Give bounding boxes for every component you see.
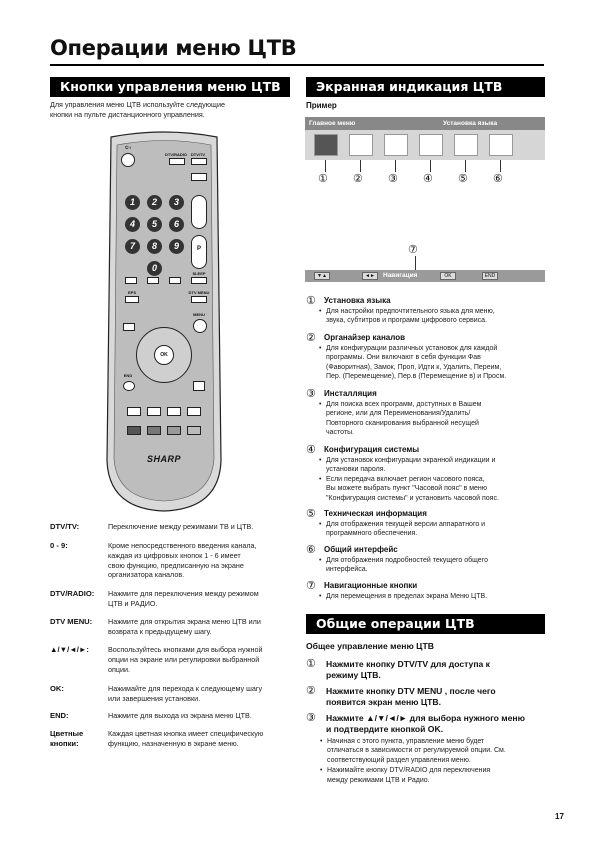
definition-key: DTV/RADIO:	[50, 589, 95, 598]
item-number: ⑥	[306, 544, 316, 556]
definition-line: возврата к предыдущему шагу.	[108, 626, 212, 636]
bullet-line: • Если передача включает регион часового пояса,	[326, 475, 542, 484]
definition-line: Воспользуйтесь кнопками для выбора нужной	[108, 645, 263, 654]
red-button[interactable]	[127, 426, 141, 435]
osd-navigation-bar	[305, 270, 545, 282]
intro-line: Для управления меню ЦТВ используйте следующие	[50, 100, 225, 109]
definition-key: DTV/TV:	[50, 522, 80, 531]
general-subtitle: Общее управление меню ЦТВ	[306, 641, 434, 651]
item-bullet	[326, 344, 542, 382]
bullet-line: "Конфигурация системы" и установить часовой пояс.	[326, 494, 499, 502]
number-button[interactable]: 1	[125, 195, 140, 210]
definition-key: END:	[50, 711, 69, 720]
bullet-line: программного обеспечения.	[326, 530, 418, 538]
page-title: Операции меню ЦТВ	[50, 36, 297, 60]
step-text	[326, 713, 546, 735]
bullet-line: • Для настройки предпочтительного языка для меню,	[326, 307, 542, 316]
item-number: ③	[306, 388, 316, 400]
definition-key: 0 - 9:	[50, 541, 68, 550]
section-bar-buttons: Кнопки управления меню ЦТВ	[50, 77, 290, 97]
bullet-line: • Для конфигурации различных установок для каждой	[326, 344, 542, 353]
color-button[interactable]	[127, 407, 141, 416]
bullet-line: Пер. (Перемещение), Пер.в (Перемещение в) и Просм.	[326, 373, 507, 381]
number-button[interactable]: 9	[169, 239, 184, 254]
osd-num: ②	[353, 173, 363, 185]
number-button[interactable]: 6	[169, 217, 184, 232]
subtitle-button[interactable]	[193, 381, 205, 391]
definition-value	[108, 645, 288, 674]
dtv-tv-button[interactable]	[191, 158, 207, 165]
volume-rocker[interactable]	[191, 195, 207, 229]
nav-updown-icon: ▼▲	[314, 272, 330, 280]
definition-line: опции на экране или регулировки выбранной	[108, 654, 260, 664]
step-line: Нажмите кнопку DTV MENU , после чего	[326, 686, 496, 696]
definition-value	[108, 541, 288, 580]
definition-value	[108, 684, 288, 704]
step-line: и подтвердите кнопкой OK.	[326, 724, 444, 734]
av-button[interactable]	[147, 277, 159, 284]
definition-line: организатора каналов.	[108, 570, 185, 580]
dtv-menu-label: DTV MENU	[188, 290, 210, 295]
item-number: ①	[306, 295, 316, 307]
brand-logo: SHARP	[146, 454, 181, 464]
title-rule	[50, 64, 544, 66]
tech-info-icon	[454, 134, 478, 156]
nav-ok-icon: OK	[440, 272, 456, 280]
bullet-line: установки пароля.	[326, 466, 386, 474]
definition-line: Нажмите для открытия экрана меню ЦТВ или	[108, 617, 261, 626]
common-interface-icon	[489, 134, 513, 156]
definition-value	[108, 711, 288, 721]
step-line: Нажмите кнопку DTV/TV для доступа к	[326, 659, 490, 669]
bullet-line: Вы можете выбрать пункт "Часовой пояс" в меню	[326, 485, 488, 493]
item-title: Общий интерфейс	[324, 545, 398, 554]
mute-button[interactable]	[191, 173, 207, 181]
sleep-label: SLEEP	[192, 271, 206, 276]
definition-key: DTV MENU:	[50, 617, 93, 626]
item-title: Установка языка	[324, 296, 391, 305]
number-button[interactable]: 3	[169, 195, 184, 210]
info-button[interactable]	[123, 323, 135, 331]
step-text	[326, 659, 546, 681]
bullet-line: звука, субтитров и программ цифрового сервиса.	[326, 317, 487, 325]
dtv-radio-label: DTV/RADIO	[165, 152, 187, 157]
osd-num: ⑦	[408, 244, 418, 256]
section-bar-general: Общие операции ЦТВ	[306, 614, 545, 634]
end-label: END	[123, 373, 133, 378]
item-title: Инсталляция	[324, 389, 377, 398]
definition-line: Кроме непосредственного введения канала,	[108, 541, 257, 550]
intro-text	[50, 100, 290, 119]
definition-line: Нажимайте для перехода к следующему шагу	[108, 684, 263, 693]
end-button[interactable]	[123, 381, 135, 391]
number-button[interactable]: 4	[125, 217, 140, 232]
nav-end-icon: END	[482, 272, 498, 280]
item-title: Техническая информация	[324, 509, 427, 518]
definition-value	[108, 522, 288, 532]
bullet-line: • Для установок конфигурации экранной индикации и	[326, 456, 542, 465]
eps-button[interactable]	[125, 296, 139, 303]
step-number: ③	[306, 712, 316, 724]
nav-label: Навигация	[383, 272, 418, 279]
bullet-line: • Для отображения подробностей текущего общего	[326, 556, 542, 565]
number-button[interactable]: 7	[125, 239, 140, 254]
item-bullet	[326, 556, 542, 575]
definition-key: Цветные кнопки:	[50, 729, 84, 748]
bullet-line: отличаться в зависимости от регулируемой опции. См.	[327, 747, 506, 755]
osd-num: ⑥	[493, 173, 503, 185]
definition-line: ЦТВ и РАДИО.	[108, 598, 158, 608]
definition-value	[108, 589, 288, 609]
i-ii-button[interactable]	[169, 277, 181, 284]
system-config-icon	[419, 134, 443, 156]
definition-line: Нажмите для переключения между режимом	[108, 589, 259, 598]
definition-line: Переключение между режимами ТВ и ЦТВ.	[108, 522, 254, 531]
program-label: P	[196, 246, 201, 252]
definition-line: Нажмите для выхода из экрана меню ЦТВ.	[108, 711, 252, 720]
definition-value	[108, 729, 288, 749]
number-button[interactable]: 5	[147, 217, 162, 232]
installation-icon	[384, 134, 408, 156]
item-bullet	[326, 592, 542, 601]
bullet-line: программы. Они включают в себя функции Фав	[326, 354, 481, 362]
osd-num: ④	[423, 173, 433, 185]
item-title: Конфигурация системы	[324, 445, 420, 454]
example-label: Пример	[306, 101, 337, 110]
item-bullet	[326, 456, 542, 475]
osd-header	[305, 117, 545, 130]
page-number: 17	[555, 812, 564, 821]
step-number: ②	[306, 685, 316, 697]
step-bullet	[327, 737, 543, 765]
color-button[interactable]	[187, 407, 201, 416]
teletext-button[interactable]	[125, 277, 137, 284]
color-button[interactable]	[167, 407, 181, 416]
dtv-tv-label: DTV/TV	[190, 152, 206, 157]
eps-label: EPS	[127, 290, 136, 295]
bullet-line: частоты.	[326, 429, 355, 437]
dtv-menu-button[interactable]	[191, 296, 207, 303]
osd-num: ⑤	[458, 173, 468, 185]
bullet-line: • Для поиска всех программ, доступных в Вашем	[326, 400, 542, 409]
power-button[interactable]	[121, 153, 135, 167]
step-number: ①	[306, 658, 316, 670]
color-button[interactable]	[147, 407, 161, 416]
definition-key: OK:	[50, 684, 64, 693]
step-line: режиму ЦТВ.	[326, 670, 381, 680]
definition-key: ▲/▼/◄/►:	[50, 645, 89, 654]
green-button[interactable]	[147, 426, 161, 435]
item-title: Органайзер каналов	[324, 333, 406, 342]
item-bullet	[326, 520, 542, 539]
osd-selected-label: Установка языка	[443, 120, 498, 127]
bullet-line: (Фаворитная), Замок, Проп, Идти к, Удалить, Переим,	[326, 363, 502, 371]
blue-button[interactable]	[187, 426, 201, 435]
definition-line: опции.	[108, 664, 131, 674]
bullet-line: интерфейса.	[326, 566, 368, 574]
dtv-radio-button[interactable]	[169, 158, 185, 165]
osd-num: ①	[318, 173, 328, 185]
definition-line: функцию, назначенную в экране меню.	[108, 738, 239, 748]
step-line: Нажмите ▲/▼/◄/► для выбора нужного меню	[326, 713, 525, 723]
language-icon	[314, 134, 338, 156]
menu-label: MENU	[193, 312, 205, 317]
definition-line: каждая из цифровых кнопок 1 - 6 имеет	[108, 550, 241, 560]
item-bullet	[326, 307, 542, 326]
bullet-line: между режимами ЦТВ и Радио.	[327, 776, 430, 784]
intro-line: кнопки на пульте дистанционного управления.	[50, 109, 205, 119]
item-number: ②	[306, 332, 316, 344]
power-label: ⏻ I	[125, 145, 131, 150]
item-number: ⑤	[306, 508, 316, 520]
bullet-line: Повторного сканирования выбранной несущей	[326, 419, 479, 427]
step-bullet	[327, 766, 543, 785]
bullet-line: • Нажимайте кнопку DTV/RADIO для переключения	[327, 766, 543, 775]
ok-label: OK	[160, 352, 168, 358]
bullet-line: • Для перемещения в пределах экрана Меню ЦТВ.	[326, 592, 542, 601]
section-bar-osd: Экранная индикация ЦТВ	[306, 77, 545, 97]
item-title: Навигационные кнопки	[324, 581, 418, 590]
item-number: ⑦	[306, 580, 316, 592]
osd-num: ③	[388, 173, 398, 185]
bullet-line: соответствующий раздел управления меню.	[327, 756, 471, 764]
step-line: появится экран меню ЦТВ.	[326, 697, 442, 707]
osd-main-menu-label: Главное меню	[309, 120, 356, 127]
channel-organizer-icon	[349, 134, 373, 156]
nav-leftright-icon: ◄►	[362, 272, 378, 280]
number-button[interactable]: 8	[147, 239, 162, 254]
item-bullet	[326, 475, 542, 503]
sleep-button[interactable]	[191, 277, 207, 284]
bullet-line: • Для отображения текущей версии аппаратного и	[326, 520, 542, 529]
bullet-line: регионе, или для Переименования/Удалить/	[326, 410, 471, 418]
menu-button[interactable]	[193, 319, 207, 333]
definition-line: или завершения установки.	[108, 693, 201, 703]
item-bullet	[326, 400, 542, 438]
bullet-line: • Начиная с этого пункта, управление меню будет	[327, 737, 543, 746]
remote-buttons	[103, 131, 225, 513]
number-button[interactable]: 2	[147, 195, 162, 210]
item-number: ④	[306, 444, 316, 456]
program-rocker[interactable]	[191, 235, 207, 269]
step-text	[326, 686, 546, 708]
number-button[interactable]: 0	[147, 261, 162, 276]
yellow-button[interactable]	[167, 426, 181, 435]
definition-value	[108, 617, 288, 637]
definition-line: Каждая цветная кнопка имеет специфическую	[108, 729, 264, 738]
definition-line: свою функцию, предписанную на экране	[108, 560, 244, 570]
